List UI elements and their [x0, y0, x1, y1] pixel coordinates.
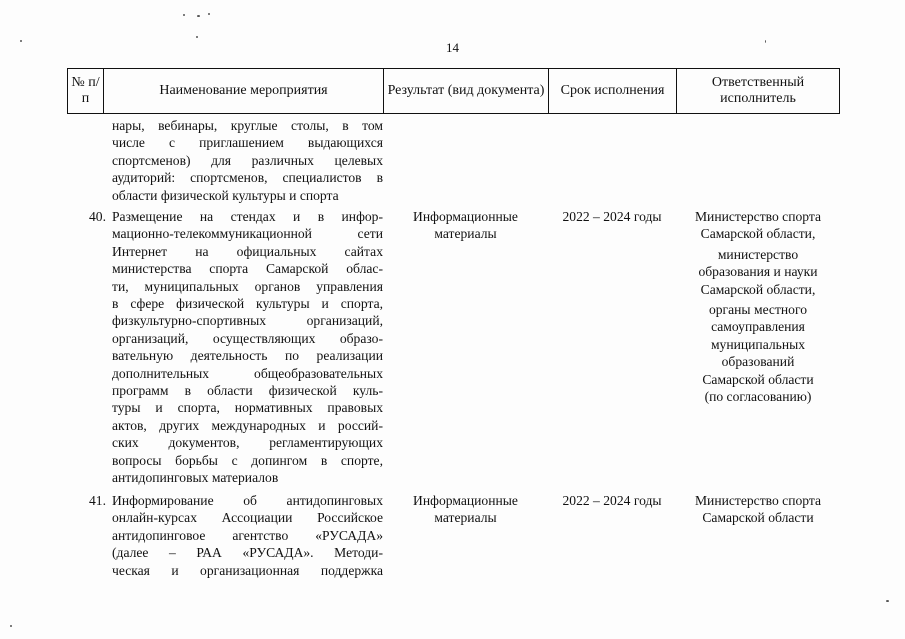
name-line: министерства спорта Самарской облас- — [112, 261, 383, 277]
name-line: организаций, осуществляющих образо- — [112, 330, 383, 346]
row-name — [110, 117, 383, 204]
responsible-line: Самарской области — [702, 371, 814, 387]
responsible-line: Министерство спорта — [694, 493, 822, 508]
responsible-line: Самарской области, — [700, 226, 816, 242]
name-line: актов, других международных и россий- — [112, 417, 383, 433]
name-line: нары, вебинары, круглые столы, в том — [112, 118, 383, 133]
table-row — [67, 492, 840, 579]
name-line: (далее – РАА «РУСАДА». Методи- — [112, 545, 383, 561]
name-line: ских документов, регламентирующих — [112, 435, 383, 451]
row-name — [110, 208, 383, 487]
name-line: Размещение на стендах и в инфор- — [112, 209, 383, 224]
name-line: числе с приглашением выдающихся — [112, 135, 383, 151]
header-responsible: Ответственный исполнитель — [711, 75, 805, 106]
row-responsible — [676, 208, 840, 487]
name-line: в сфере физической культуры и спорта, — [112, 296, 383, 312]
scan-speck — [208, 13, 210, 15]
name-line: вательную деятельность по реализации — [112, 348, 383, 364]
header-result: Результат (вид документа) — [384, 69, 549, 113]
header-number: № п/п — [68, 69, 104, 113]
page-number: 14 — [446, 40, 459, 55]
table-row-continuation — [67, 117, 840, 204]
responsible-line: Министерство спорта — [694, 209, 822, 224]
responsible-line: муниципальных — [710, 336, 806, 352]
responsible-line: министерство — [717, 246, 799, 262]
responsible-line: органы местного — [708, 302, 808, 318]
name-line: мационно-телекоммуникационной сети — [112, 226, 383, 242]
table-header — [67, 68, 840, 114]
row-number — [67, 117, 110, 204]
header-name: Наименование мероприятия — [104, 69, 384, 113]
name-line: Информирование об антидопинговых — [112, 493, 383, 508]
name-line: туры и спорта, нормативных правовых — [112, 400, 383, 416]
scan-speck — [197, 15, 200, 17]
name-line: программ в области физической куль- — [112, 383, 383, 399]
responsible-line: Самарской области — [702, 510, 814, 526]
name-line: ти, муниципальных органов управления — [112, 278, 383, 294]
row-number: 40. — [89, 209, 106, 224]
responsible-line: (по согласованию) — [704, 389, 812, 405]
table-row — [67, 208, 840, 487]
responsible-line: образований — [721, 354, 795, 370]
row-name — [110, 492, 383, 579]
name-line: антидопинговое агентство «РУСАДА» — [112, 527, 383, 543]
name-line: вопросы борьбы с допингом в спорте, — [112, 452, 383, 468]
scan-speck — [10, 625, 12, 627]
scan-speck — [196, 36, 198, 38]
row-term: 2022 – 2024 годы — [562, 209, 662, 224]
responsible-line: образования и науки — [698, 264, 818, 280]
name-line: области физической культуры и спорта — [112, 187, 339, 203]
responsible-line: самоуправления — [711, 319, 805, 335]
row-number: 41. — [89, 493, 106, 508]
name-line: спортсменов) для различных целевых — [112, 152, 383, 168]
name-line: антидопинговых материалов — [112, 470, 279, 486]
name-line: онлайн-курсах Ассоциации Российское — [112, 510, 383, 526]
row-result: Информационные материалы — [413, 493, 518, 526]
name-line: дополнительных общеобразовательных — [112, 365, 383, 381]
scan-speck — [183, 14, 185, 16]
name-line: физкультурно-спортивных организаций, — [112, 313, 383, 329]
header-term: Срок исполнения — [549, 69, 677, 113]
row-responsible — [676, 492, 840, 579]
name-line: Интернет на официальных сайтах — [112, 243, 383, 259]
scan-speck — [886, 600, 889, 602]
row-result: Информационные материалы — [413, 209, 518, 242]
name-line: аудиторий: спортсменов, специалистов в — [112, 170, 383, 186]
responsible-line: Самарской области, — [700, 281, 816, 297]
name-line: ческая и организационная поддержка — [112, 562, 383, 578]
row-term: 2022 – 2024 годы — [562, 493, 662, 508]
